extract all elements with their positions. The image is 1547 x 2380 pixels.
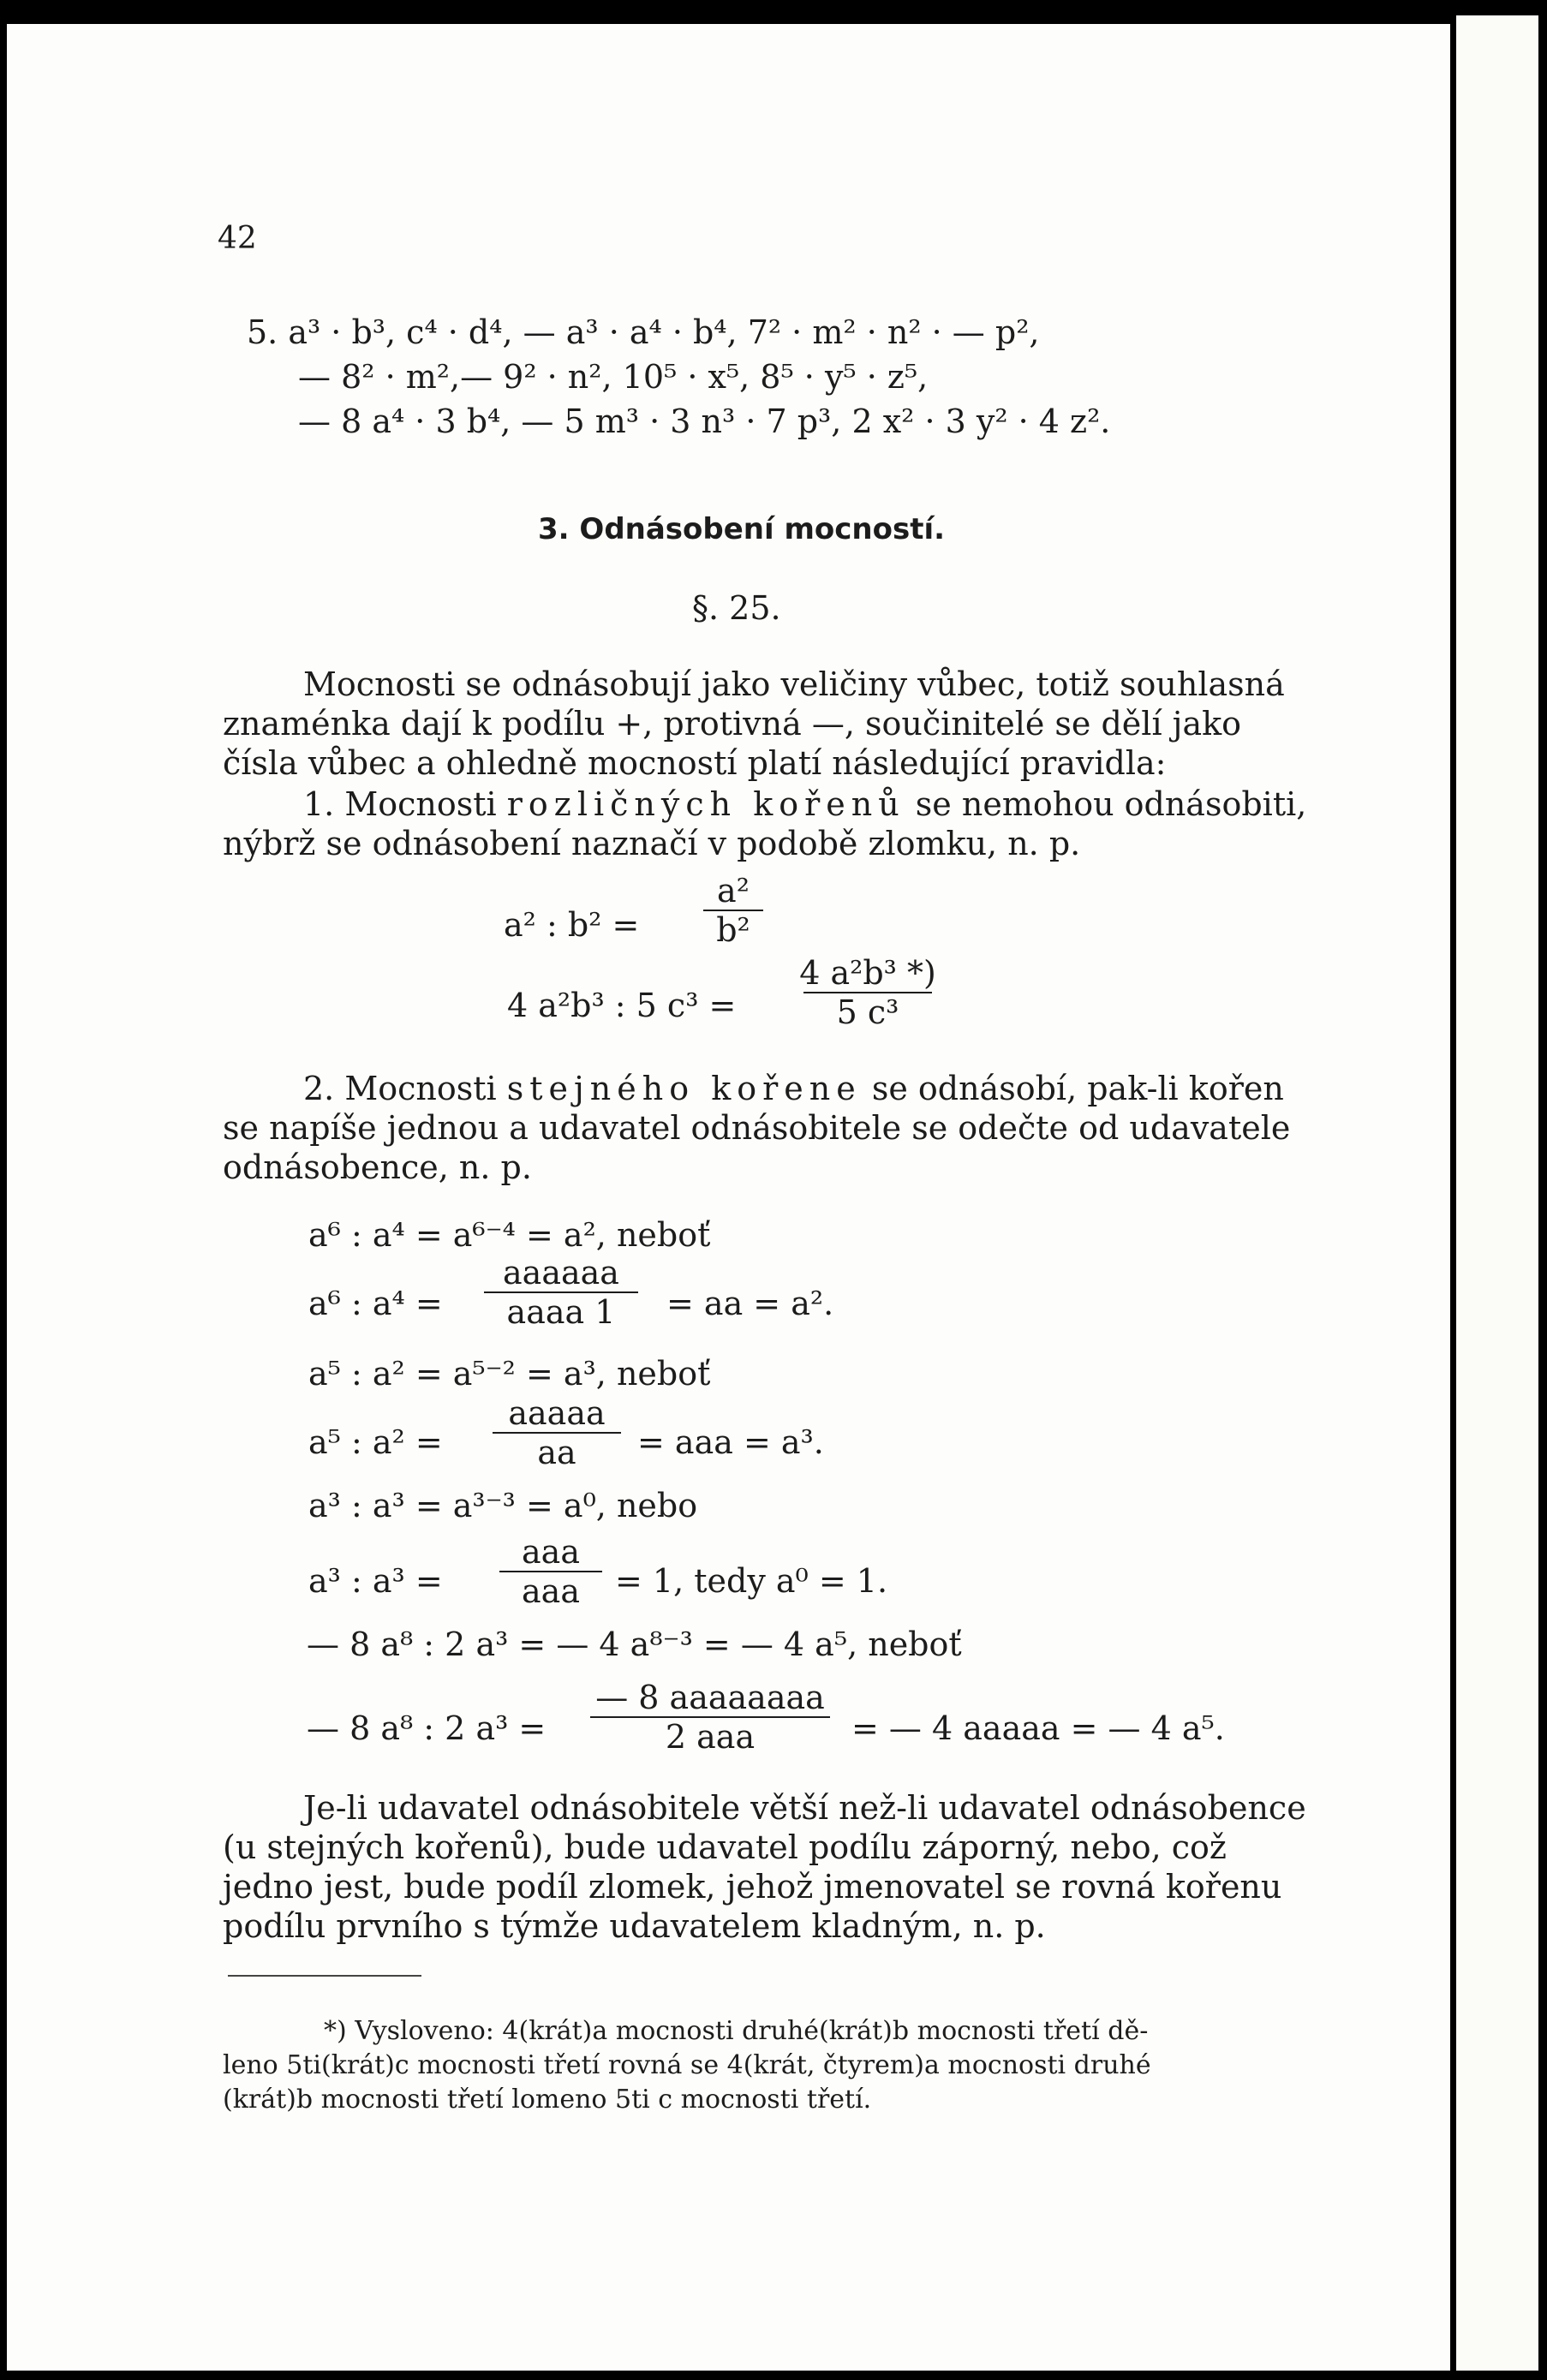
rule-2-spaced-term: stejného kořene [506, 1070, 862, 1107]
rule-2 [223, 1069, 1302, 1187]
example-equation-4-right: = aaa = a³. [637, 1423, 824, 1461]
footnote-line-3: (krát)b mocnosti třetí lomeno 5ti c mocnosti třetí. [223, 2085, 872, 2115]
example-equation-6-denominator: aaa [522, 1572, 580, 1610]
rule-2-line-3: odnásobence, n. p. [223, 1148, 532, 1186]
example-equation-2-fraction [480, 1254, 642, 1331]
paragraph-number: §. 25. [692, 589, 781, 627]
example-equation-2-denominator: aaaa 1 [506, 1293, 616, 1331]
closing-line-2: (u stejných kořenů), bude udavatel podílu záporný, nebo, což [223, 1828, 1227, 1866]
example-equation-7: — 8 a⁸ : 2 a³ = — 4 a⁸⁻³ = — 4 a⁵, neboť [307, 1625, 962, 1663]
rule-1 [223, 784, 1307, 863]
page-number: 42 [218, 221, 257, 256]
section-title: 3. Odnásobení mocností. [538, 512, 946, 546]
footnote-divider [228, 1975, 421, 1977]
intro-paragraph [223, 665, 1302, 783]
rule-1-rest: se nemohou odnásobiti, [905, 785, 1307, 823]
example-fraction-1-left: a² : b² = [504, 906, 640, 944]
example-equation-4-left: a⁵ : a² = [308, 1423, 443, 1461]
footnote-line-2: leno 5ti(krát)c mocnosti třetí rovná se 4(krát, čtyrem)a mocnosti druhé [223, 2050, 1151, 2080]
example-equation-6-right: = 1, tedy a⁰ = 1. [615, 1562, 888, 1600]
example-equation-8-numerator: — 8 aaaaaaaa [595, 1679, 825, 1716]
example-equation-5: a³ : a³ = a³⁻³ = a⁰, nebo [308, 1487, 698, 1524]
footnote-line-1: *) Vysloveno: 4(krát)a mocnosti druhé(krát)b mocnosti třetí dě- [324, 2016, 1149, 2046]
example-equation-6-numerator: aaa [522, 1533, 580, 1571]
example-fraction-2 [786, 954, 949, 1031]
example-fraction-1-denominator: b² [716, 911, 750, 949]
example-equation-8-left: — 8 a⁸ : 2 a³ = [307, 1709, 547, 1747]
example-equation-8-denominator: 2 aaa [665, 1718, 756, 1756]
book-page [7, 24, 1450, 2371]
rule-2-number: 2. Mocnosti [303, 1070, 507, 1107]
exercise-line-1: 5. a³ · b³, c⁴ · d⁴, — a³ · a⁴ · b⁴, 7² · m² · n² · — p², [247, 313, 1040, 351]
example-equation-6-left: a³ : a³ = [308, 1562, 443, 1600]
closing-line-4: podílu prvního s týmže udavatelem kladným, n. p. [223, 1907, 1046, 1945]
intro-line-1: Mocnosti se odnásobují jako veličiny vůbec, totiž souhlasná [303, 665, 1285, 703]
intro-line-2: znaménka dají k podílu +, protivná —, součinitelé se dělí jako [223, 705, 1242, 743]
example-equation-2-left: a⁶ : a⁴ = [308, 1285, 443, 1322]
example-equation-4-numerator: aaaaa [508, 1394, 606, 1432]
rule-2-line-2: se napíše jednou a udavatel odnásobitele se odečte od udavatele [223, 1109, 1291, 1147]
example-fraction-2-left: 4 a²b³ : 5 c³ = [507, 987, 737, 1024]
exercise-line-2: — 8² · m²,— 9² · n², 10⁵ · x⁵, 8⁵ · y⁵ · z⁵, [298, 358, 929, 396]
example-equation-2-right: = aa = a². [666, 1285, 834, 1322]
adjacent-page-edge [1456, 15, 1538, 2371]
closing-line-1: Je-li udavatel odnásobitele větší než-li udavatel odnásobence [303, 1789, 1306, 1827]
example-equation-6-fraction [495, 1533, 606, 1610]
example-equation-4-fraction [488, 1394, 625, 1471]
example-fraction-1 [699, 872, 768, 949]
example-fraction-1-numerator: a² [717, 872, 750, 910]
example-equation-2-numerator: aaaaaa [503, 1254, 619, 1291]
exercise-line-3: — 8 a⁴ · 3 b⁴, — 5 m³ · 3 n³ · 7 p³, 2 x² · 3 y² · 4 z². [298, 403, 1111, 440]
example-equation-3: a⁵ : a² = a⁵⁻² = a³, neboť [308, 1355, 711, 1393]
rule-1-number: 1. Mocnosti [303, 785, 507, 823]
footnote [223, 2014, 1151, 2117]
example-fraction-2-numerator: 4 a²b³ *) [799, 954, 936, 992]
intro-line-3: čísla vůbec a ohledně mocností platí následující pravidla: [223, 744, 1167, 782]
example-fraction-2-denominator: 5 c³ [836, 993, 899, 1031]
example-equation-8-fraction [586, 1679, 834, 1756]
example-equation-8-right: = — 4 aaaaa = — 4 a⁵. [851, 1709, 1225, 1747]
rule-1-spaced-term: rozličných kořenů [506, 785, 905, 823]
rule-2-rest: se odnásobí, pak-li kořen [861, 1070, 1284, 1107]
closing-line-3: jedno jest, bude podíl zlomek, jehož jmenovatel se rovná kořenu [223, 1868, 1282, 1906]
closing-paragraph [223, 1788, 1306, 1946]
example-equation-1: a⁶ : a⁴ = a⁶⁻⁴ = a², neboť [308, 1216, 711, 1254]
rule-1-line-2: nýbrž se odnásobení naznačí v podobě zlomku, n. p. [223, 825, 1081, 862]
example-equation-4-denominator: aa [537, 1434, 576, 1471]
